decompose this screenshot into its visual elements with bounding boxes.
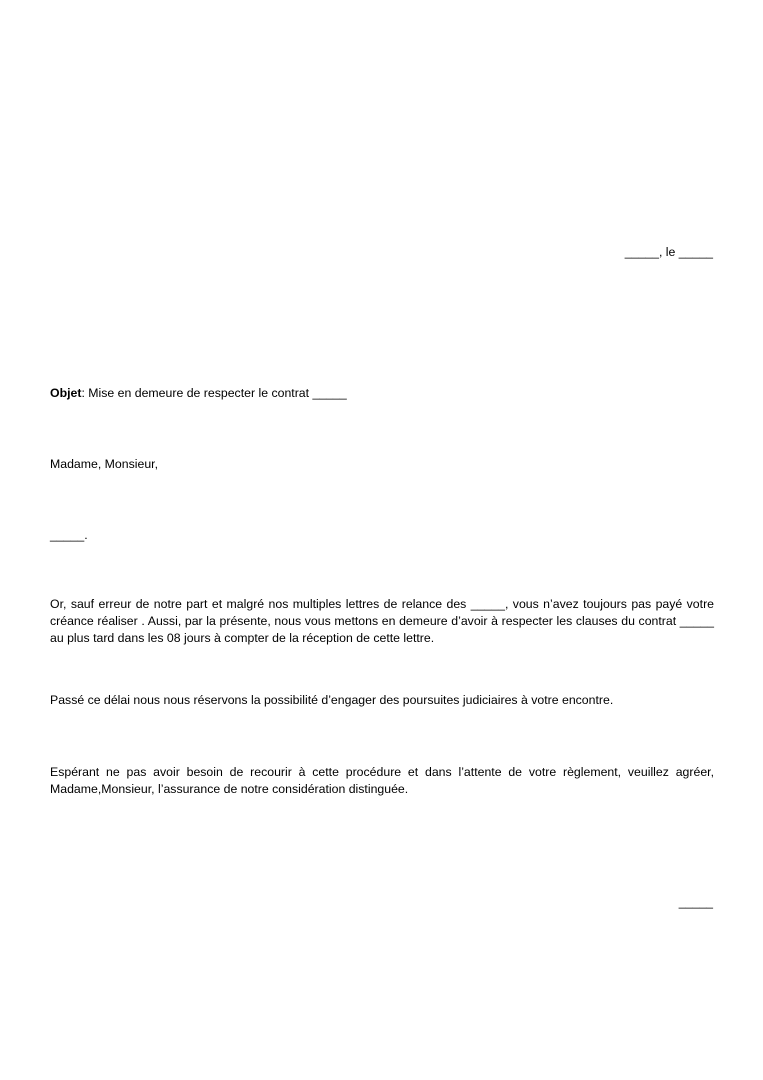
- subject-text: : Mise en demeure de respecter le contrat _____: [81, 386, 347, 400]
- closing-paragraph: Espérant ne pas avoir besoin de recourir à cette procédure et dans l’attente de votre règlement, veuillez agréer, Madame,Monsieur, l’assurance de notre considération distinguée.: [50, 765, 714, 796]
- signature-blank: _____: [678, 895, 713, 909]
- place-date-line: _____, le _____: [624, 245, 713, 259]
- body-paragraph-1: Or, sauf erreur de notre part et malgré nos multiples lettres de relance des _____, vous n’avez toujours pas payé votre créance réaliser . Aussi, par la présente, nous vous mettons en demeure d’avoir à respecter les clauses du contrat _____ au plus tard dans les 08 jours à compter de la réception de cette lettre.: [50, 597, 714, 645]
- subject-line: [50, 386, 347, 400]
- body-paragraph-2: Passé ce délai nous nous réservons la possibilité d’engager des poursuites judiciaires à votre encontre.: [50, 693, 614, 707]
- subject-label: Objet: [50, 386, 82, 400]
- intro-blank: _____.: [50, 528, 88, 542]
- salutation: Madame, Monsieur,: [50, 457, 158, 471]
